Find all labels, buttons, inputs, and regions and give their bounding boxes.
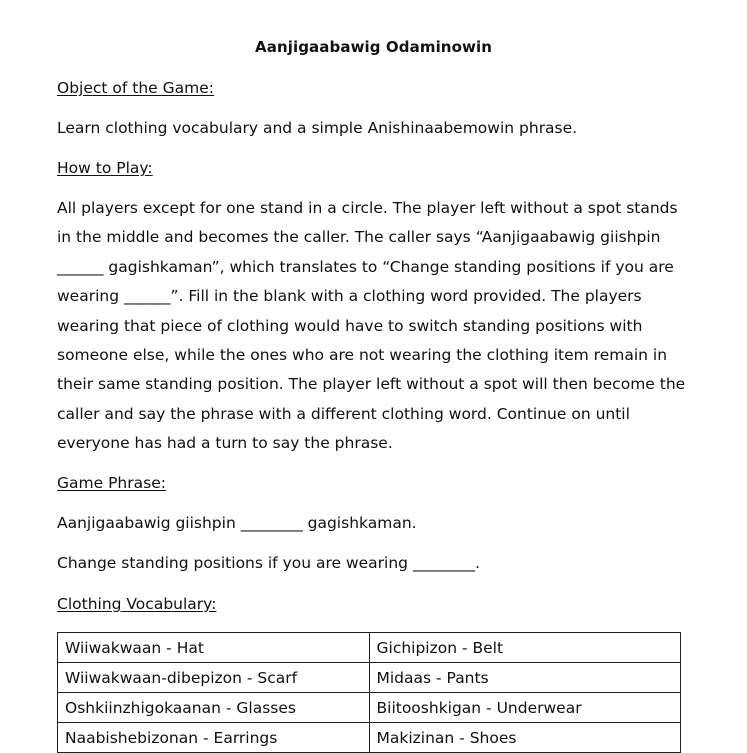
game-phrase-translation: Change standing positions if you are wearing ________. bbox=[57, 554, 480, 572]
object-text: Learn clothing vocabulary and a simple Anishinaabemowin phrase. bbox=[57, 119, 578, 137]
table-row bbox=[58, 633, 681, 663]
table-cell: Biitooshkigan - Underwear bbox=[369, 693, 681, 723]
table-row bbox=[58, 693, 681, 723]
document-title: Aanjigaabawig Odaminowin bbox=[255, 38, 492, 56]
how-to-play-heading: How to Play: bbox=[57, 159, 153, 177]
paragraph-line: wearing that piece of clothing would have to switch standing positions with bbox=[57, 316, 643, 335]
vocabulary-heading: Clothing Vocabulary: bbox=[57, 595, 217, 613]
table-cell: Gichipizon - Belt bbox=[369, 633, 681, 663]
object-heading: Object of the Game: bbox=[57, 79, 215, 97]
paragraph-line: everyone has had a turn to say the phrase. bbox=[57, 434, 393, 453]
table-cell: Wiiwakwaan-dibepizon - Scarf bbox=[58, 663, 370, 693]
paragraph-line: wearing ______”. Fill in the blank with a clothing word provided. The players bbox=[57, 287, 642, 306]
game-phrase-text: Aanjigaabawig giishpin ________ gagishkaman. bbox=[57, 514, 417, 532]
paragraph-line: someone else, while the ones who are not wearing the clothing item remain in bbox=[57, 345, 668, 364]
table-cell: Makizinan - Shoes bbox=[369, 723, 681, 753]
how-to-play-paragraph bbox=[57, 197, 687, 462]
table-cell: Midaas - Pants bbox=[369, 663, 681, 693]
paragraph-line: their same standing position. The player left without a spot will then become the bbox=[57, 375, 686, 394]
paragraph-line: ______ gagishkaman”, which translates to “Change standing positions if you are bbox=[57, 257, 674, 276]
table-cell: Wiiwakwaan - Hat bbox=[58, 633, 370, 663]
game-phrase-heading: Game Phrase: bbox=[57, 474, 166, 492]
table-row bbox=[58, 663, 681, 693]
table-cell: Naabishebizonan - Earrings bbox=[58, 723, 370, 753]
paragraph-line: in the middle and becomes the caller. The caller says “Aanjigaabawig giishpin bbox=[57, 228, 661, 247]
vocabulary-table bbox=[57, 632, 681, 753]
table-row bbox=[58, 723, 681, 753]
table-cell: Oshkiinzhigokaanan - Glasses bbox=[58, 693, 370, 723]
paragraph-line: All players except for one stand in a circle. The player left without a spot stands bbox=[57, 199, 678, 217]
paragraph-line: caller and say the phrase with a different clothing word. Continue on until bbox=[57, 404, 630, 423]
